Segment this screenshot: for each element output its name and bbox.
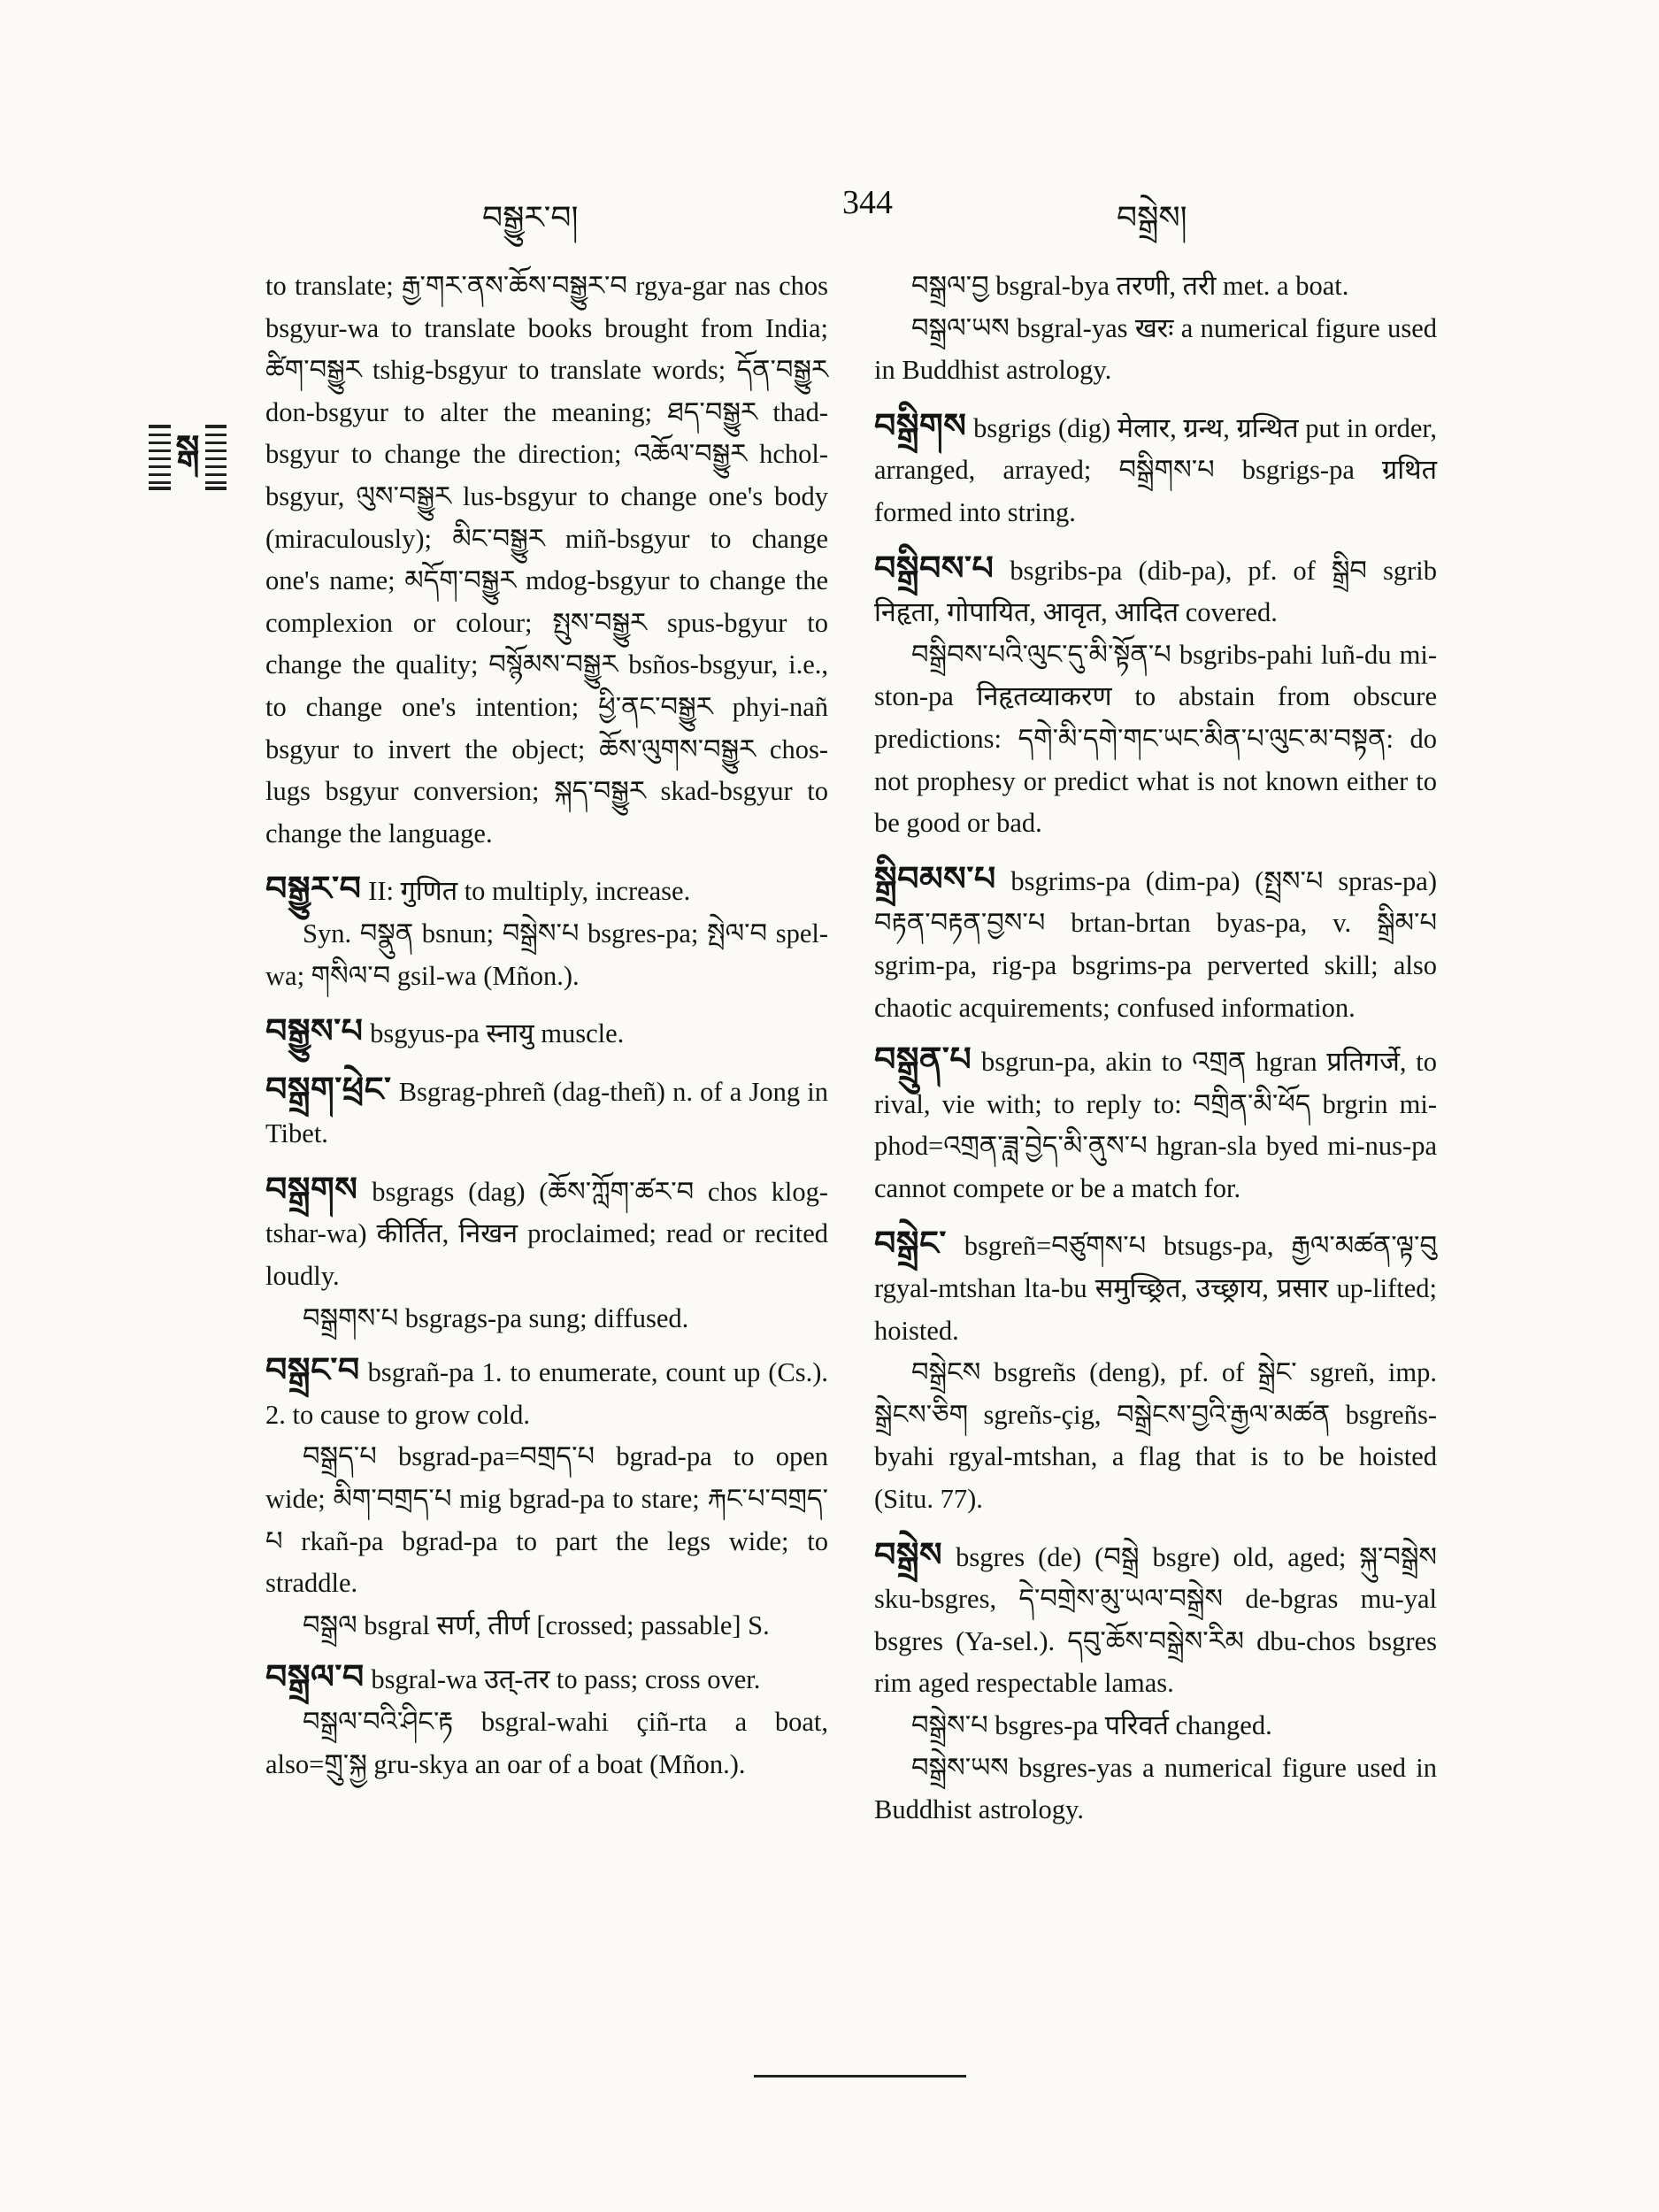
entry-subsense: བསྒྲེས་ཡས bsgres-yas a numerical figure used in Buddhist astrology. xyxy=(874,1752,1437,1825)
entry-subsense: བསྒྲལ bsgral सर्ण, तीर्ण [crossed; passable] S. xyxy=(303,1609,770,1640)
entry-headword: བསྒྱུར་བ xyxy=(265,868,362,909)
left-column xyxy=(265,265,828,1786)
entry-definition: Bsgrag-phreñ (dag-theñ) n. of a Jong in Tibet. xyxy=(265,1076,828,1149)
dictionary-entry xyxy=(265,1348,828,1436)
entry-definition: bsgral-wa उत्-तर to pass; cross over. xyxy=(364,1664,761,1695)
dictionary-entry xyxy=(874,857,1437,1029)
entry-headword: བསྒྱུས་པ xyxy=(265,1010,364,1051)
entry-subsense: བསྒྲལ་ཡས bsgral-yas खरः a numerical figure used in Buddhist astrology. xyxy=(874,312,1437,386)
entry-definition: bsgribs-pa (dib-pa), pf. of སྒྲིབ sgrib निहृता, गोपायित, आवृत, आदित covered. xyxy=(874,555,1437,628)
entry-continuation: to translate; རྒྱ་གར་ནས་ཆོས་བསྒྱུར་བ rgya-gar nas chos bsgyur-wa to translate books brought from India; ཚིག་བསྒྱུར tshig-bsgyur to translate words; དོན་བསྒྱུར don-bsgyur to alter the meaning; ཐད་བསྒྱུར thad-bsgyur to change the direction; འཆོལ་བསྒྱུར hchol-bsgyur, ལུས་བསྒྱུར lus-bsgyur to change one's body (miraculously); མིང་བསྒྱུར miñ-bsgyur to change one's name; མདོག་བསྒྱུར mdog-bsgyur to change the complexion or colour; སྤུས་བསྒྱུར spus-bgyur to change the quality; བསྙོམས་བསྒྱུར bsños-bsgyur, i.e., to change one's intention; ཕྱི་ནང་བསྒྱུར phyi-nañ bsgyur to invert the object; ཆོས་ལུགས་བསྒྱུར chos-lugs bsgyur conversion; སྐད་བསྒྱུར skad-bsgyur to change the language. xyxy=(265,271,828,849)
page-number: 344 xyxy=(842,184,893,221)
entry-subsense: བསྒྲིབས་པའི་ལུང་དུ་མི་སྟོན་པ bsgribs-pahi luñ-du mi-ston-pa निहृतव्याकरण to abstain from obscure predictions: དགེ་མི་དགེ་གང་ཡང་མིན་པ་ལུང་མ་བསྟན: do not prophesy or predict what is not known either to be good or bad. xyxy=(874,639,1437,839)
entry-headword: བསྒྲག་ཕྲེང་ xyxy=(265,1068,392,1109)
dictionary-entry xyxy=(265,1655,828,1701)
entry-headword: བསྒྲགས xyxy=(265,1168,358,1209)
entry-headword: བསྒྲིབས་པ xyxy=(874,547,995,588)
running-head-left: བསྒྱུར་བ། xyxy=(482,200,579,236)
thumb-index-tab xyxy=(149,425,227,490)
entry-headword: བསྒྲིགས xyxy=(874,404,967,445)
dictionary-entry xyxy=(874,1038,1437,1210)
dictionary-entry xyxy=(874,1222,1437,1352)
running-head-right: བསྒྲེས། xyxy=(1117,200,1187,236)
entry-headword: བསྒྲལ་བ xyxy=(265,1656,365,1697)
entry-subsense: བསྒྲེངས bsgreñs (deng), pf. of སྒྲེང་ sgreñ, imp. སྒྲེངས་ཅིག sgreñs-çig, བསྒྲེངས་བྱའི་རྒྱལ་མཚན bsgreñs-byahi rgyal-mtshan, a flag that is to be hoisted (Situ. 77). xyxy=(874,1357,1437,1515)
right-column xyxy=(874,265,1437,1832)
entry-definition: bsgrañ-pa 1. to enumerate, count up (Cs.). 2. to cause to grow cold. xyxy=(265,1357,828,1430)
dictionary-entry xyxy=(265,1068,828,1156)
end-of-page-rule xyxy=(754,2075,966,2078)
entry-definition: bsgrigs (dig) मेलार, ग्रन्थ, ग्रन्थित put in order, arranged, arrayed; བསྒྲིགས་པ bsgrigs-pa ग्रथित formed into string. xyxy=(874,412,1437,527)
entry-headword: སྒྲིབམས་པ xyxy=(874,857,996,898)
thumb-index-letter: སྒ xyxy=(171,408,205,508)
entry-subsense: བསྒྲད་པ bsgrad-pa=བགྲད་པ bgrad-pa to open wide; མིག་བགྲད་པ mig bgrad-pa to stare; རྐང་པ་བགྲད་པ rkañ-pa bgrad-pa to part the legs wide; to straddle. xyxy=(265,1441,828,1599)
entry-headword: བསྒྲུན་པ xyxy=(874,1039,972,1079)
entry-definition: bsgyus-pa स्नायु muscle. xyxy=(363,1018,625,1049)
dictionary-entry xyxy=(874,547,1437,634)
entry-headword: བསྒྲང་བ xyxy=(265,1349,360,1390)
dictionary-entry xyxy=(874,1533,1437,1705)
entry-subsense: བསྒྲལ་བའི་ཤིང་རྟ bsgral-wahi çiñ-rta a boat, also=གྲུ་སྐྱ gru-skya an oar of a boat (Mñon.). xyxy=(265,1707,828,1779)
entry-definition: bsgrims-pa (dim-pa) (སྤྲས་པ spras-pa) བརྟན་བརྟན་བྱས་པ brtan-brtan byas-pa, v. སྒྲིམ་པ sgrim-pa, rig-pa bsgrims-pa perverted skill; also chaotic acquirements; confused information. xyxy=(874,865,1437,1023)
entry-definition: bsgreñ=བཙུགས་པ btsugs-pa, རྒྱལ་མཚན་ལྟ་བུ rgyal-mtshan lta-bu समुच्छ्रित, उच्छ्राय, प्रसार up-lifted; hoisted. xyxy=(874,1231,1437,1346)
entry-subsense: བསྒྲེས་པ bsgres-pa परिवर्त changed. xyxy=(911,1710,1272,1740)
dictionary-entry xyxy=(265,1168,828,1298)
entry-definition: bsgrags (dag) (ཆོས་ཀློག་ཚར་བ chos klog-tshar-wa) कीर्तित, निखन proclaimed; read or recited loudly. xyxy=(265,1176,828,1292)
entry-definition: bsgrun-pa, akin to འགྲན hgran प्रतिगर्जे, to rival, vie with; to reply to: བགྲིན་མི་ཕོད brgrin mi-phod=འགྲན་ཟླ་བྱེད་མི་ནུས་པ hgran-sla byed mi-nus-pa cannot compete or be a match for. xyxy=(874,1047,1437,1203)
dictionary-entry xyxy=(265,867,828,913)
entry-definition: II: गुणित to multiply, increase. xyxy=(361,876,691,907)
entry-headword: བསྒྲེས xyxy=(874,1533,943,1574)
entry-headword: བསྒྲེང་ xyxy=(874,1223,947,1263)
entry-definition: bsgres (de) (བསྒྲེ bsgre) old, aged; སྐུ་བསྒྲེས sku-bsgres, དེ་བགྲེས་མུ་ཡལ་བསྒྲེས de-bgras mu-yal bsgres (Ya-sel.). དབུ་ཆོས་བསྒྲེས་རིམ dbu-chos bsgres rim aged respectable lamas. xyxy=(874,1541,1437,1699)
entry-subsense: Syn. བསྣུན bsnun; བསྒྲེས་པ bsgres-pa; སྤེལ་བ spel-wa; གསིལ་བ gsil-wa (Mñon.). xyxy=(265,918,828,991)
dictionary-entry xyxy=(265,1010,828,1056)
entry-subsense: བསྒྲགས་པ bsgrags-pa sung; diffused. xyxy=(303,1302,689,1333)
entry-subsense: བསྒྲལ་བྱ bsgral-bya तरणी, तरी met. a boat. xyxy=(911,271,1349,301)
running-head xyxy=(0,181,1659,234)
dictionary-entry xyxy=(874,404,1437,534)
